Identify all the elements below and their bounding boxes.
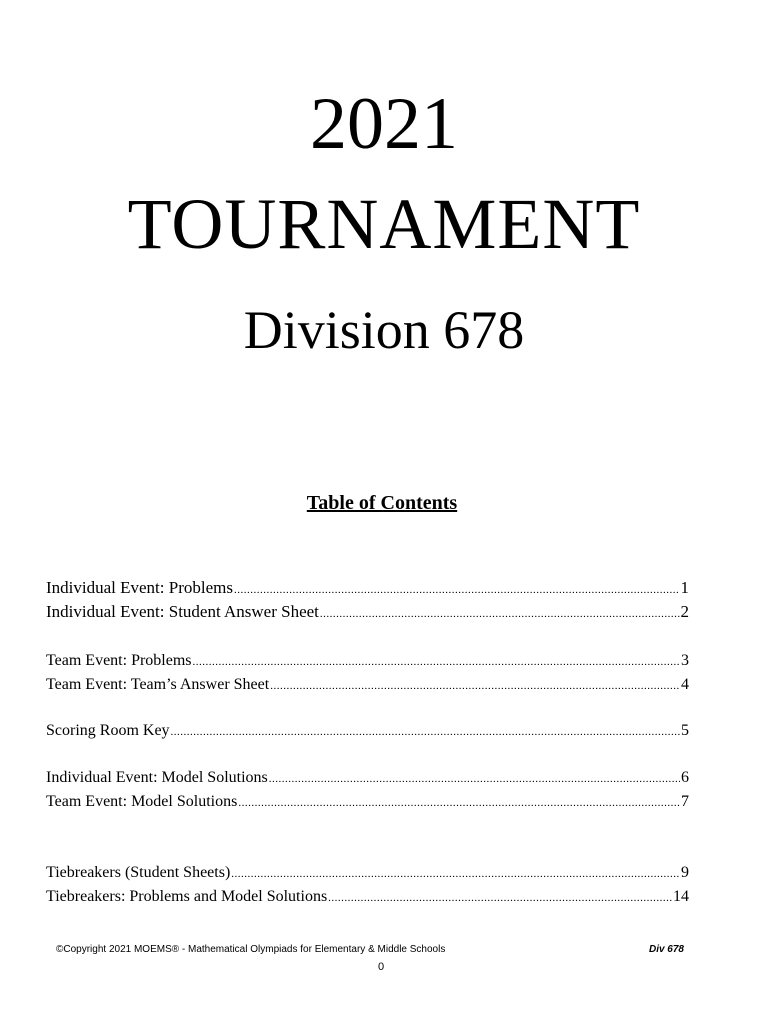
toc-entry-page: 6: [681, 769, 689, 786]
toc-entry-page: 9: [681, 864, 689, 881]
toc-entry-page: 1: [680, 578, 689, 597]
toc-entry: [46, 767, 689, 790]
toc-entry-page: 4: [681, 676, 689, 693]
footer-page-number: 0: [377, 961, 385, 973]
toc-entry-page: 7: [681, 793, 689, 810]
toc-entry-label: Individual Event: Problems: [46, 578, 233, 597]
toc-entry: [46, 601, 689, 625]
toc-entry-page: 14: [673, 888, 689, 905]
toc-entry: [46, 577, 689, 601]
title-division: Division 678: [243, 300, 525, 360]
toc-heading: Table of Contents: [306, 492, 458, 514]
toc-entry: [46, 862, 689, 885]
toc-entry-label: Tiebreakers: Problems and Model Solutions: [46, 888, 328, 905]
toc-entry-label: Team Event: Problems: [46, 652, 192, 669]
toc-entry: [46, 650, 689, 673]
toc-leader-dots: [269, 768, 680, 790]
toc-leader-dots: [171, 721, 680, 743]
footer-division-label: Div 678: [648, 944, 684, 955]
toc-entry-label: Team Event: Model Solutions: [46, 793, 238, 810]
title-main: TOURNAMENT: [127, 184, 641, 264]
footer-copyright: ©Copyright 2021 MOEMS® - Mathematical Olympiads for Elementary & Middle Schools: [56, 944, 446, 955]
toc-entry: [46, 674, 689, 697]
toc-entry-label: Team Event: Team’s Answer Sheet: [46, 676, 270, 693]
toc-entry-label: Individual Event: Model Solutions: [46, 769, 268, 786]
toc-entry-label: Scoring Room Key: [46, 722, 170, 739]
toc-entry-label: Individual Event: Student Answer Sheet: [46, 602, 319, 621]
toc-entry-label: Tiebreakers (Student Sheets): [46, 864, 231, 881]
toc-leader-dots: [270, 675, 680, 697]
toc-leader-dots: [320, 603, 680, 625]
toc-entry: [46, 886, 689, 909]
toc-entry-page: 2: [680, 602, 689, 621]
title-year: 2021: [310, 83, 458, 165]
toc-entry-page: 5: [681, 722, 689, 739]
toc-leader-dots: [234, 579, 680, 601]
toc-entry: [46, 791, 689, 814]
toc-leader-dots: [238, 792, 680, 814]
toc-leader-dots: [193, 651, 680, 673]
toc-entry: [46, 720, 689, 743]
toc-leader-dots: [231, 863, 680, 885]
toc-leader-dots: [328, 887, 672, 909]
toc-entry-page: 3: [681, 652, 689, 669]
